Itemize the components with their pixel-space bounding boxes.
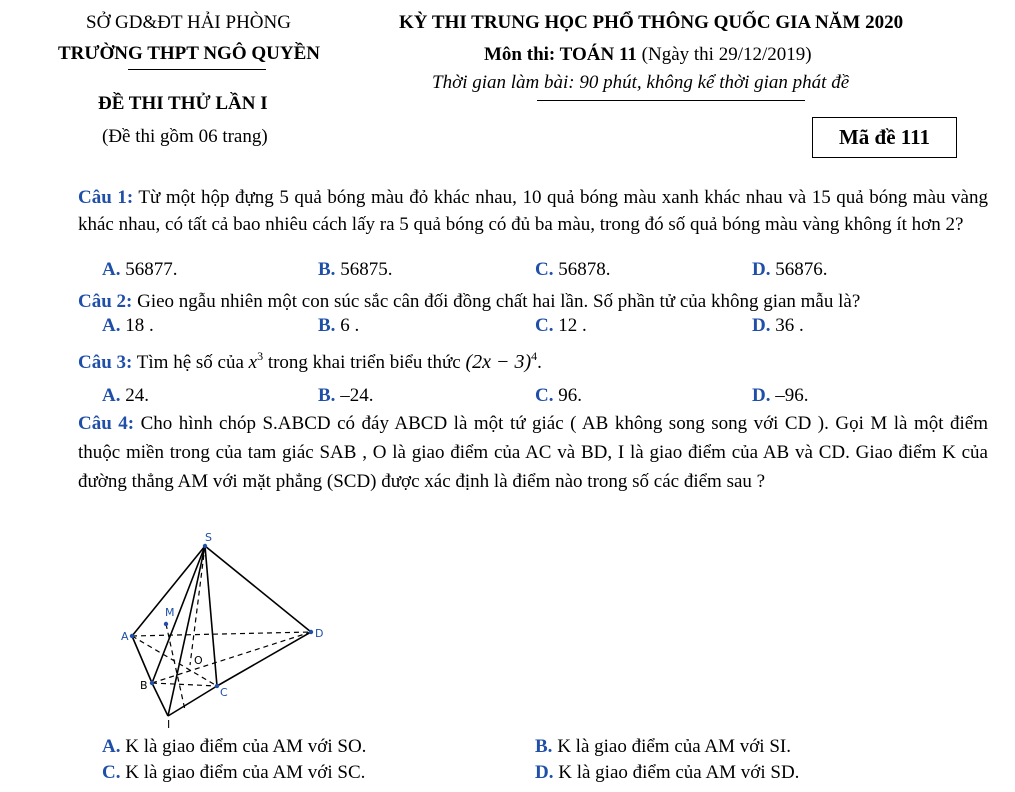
question-4 [78,409,988,496]
edge-ad [132,632,311,636]
binomial-expression: (2x − 3) [465,351,532,373]
page-count: (Đề thi gồm 06 trang) [102,126,268,147]
q3-option-a[interactable]: A. 24. [102,385,149,406]
question-1 [78,184,988,238]
edge-sa [132,546,205,636]
point-m [164,622,168,626]
question-1-label: Câu 1: [78,187,134,208]
point-d [309,630,313,634]
point-c [215,684,219,688]
q4-option-d[interactable]: D. K là giao điểm của AM với SD. [535,762,800,783]
time-allowed: Thời gian làm bài: 90 phút, không kể thời gian phát đề [432,72,850,93]
edge-ci [168,686,217,716]
q3-option-b[interactable]: B. –24. [318,385,374,406]
edge-si [168,546,205,716]
point-s [203,544,207,548]
label-i: I [167,718,171,730]
question-1-text: Từ một hộp đựng 5 quả bóng màu đỏ khác nhau, 10 quả bóng màu xanh khác nhau và 15 quả bóng màu vàng khác nhau, có tất cả bao nhiêu cách lấy ra 5 quả bóng có đủ ba màu, trong đó số quả bóng màu vàng không ít hơn 2? [78,187,988,235]
q3-option-c[interactable]: C. 96. [535,385,582,406]
department-name: SỞ GD&ĐT HẢI PHÒNG [86,12,291,33]
question-4-text: Cho hình chóp S.ABCD có đáy ABCD là một tứ giác ( AB không song song với CD ). Gọi M là một điểm thuộc miền trong của tam giác SAB , O là giao điểm của AC và BD, I là giao điểm của AB và CD. Giao điểm K của đường thẳng AM với mặt phẳng (SCD) được xác định là điểm nào trong số các điểm sau ? [78,413,989,492]
point-a [130,634,134,638]
exam-code-box [812,117,957,158]
question-2-label: Câu 2: [78,291,133,312]
label-o: O [194,654,203,667]
label-d: D [315,627,324,640]
school-name: TRƯỜNG THPT NGÔ QUYỀN [58,43,320,64]
q2-option-c[interactable]: C. 12 . [535,315,587,336]
q2-option-b[interactable]: B. 6 . [318,315,360,336]
exam-title: KỲ THI TRUNG HỌC PHỔ THÔNG QUỐC GIA NĂM 2020 [399,12,904,33]
subject-label: Môn thi: TOÁN 11 [484,44,637,65]
question-2 [78,288,988,315]
q1-option-b[interactable]: B. 56875. [318,259,393,280]
subject-line [484,44,812,66]
exam-code: Mã đề 111 [838,125,930,149]
question-4-label: Câu 4: [78,413,135,434]
q2-option-a[interactable]: A. 18 . [102,315,154,336]
point-b [150,681,154,685]
q1-option-a[interactable]: A. 56877. [102,259,178,280]
question-3: Câu 3: Tìm hệ số của $x^3$ trong khai triển biểu thức $(2x - 3)^4$. [78,349,542,373]
school-underline [128,69,266,70]
edge-bi [152,683,168,716]
label-b: B [140,679,148,692]
subject-date: (Ngày thi 29/12/2019) [636,44,812,65]
edge-sd [205,546,311,632]
edge-ab [132,636,152,683]
q1-option-d[interactable]: D. 56876. [752,259,828,280]
q2-option-d[interactable]: D. 36 . [752,315,804,336]
question-2-text: Gieo ngẫu nhiên một con súc sắc cân đối đồng chất hai lần. Số phần tử của không gian mẫu là? [132,291,861,312]
q1-option-c[interactable]: C. 56878. [535,259,611,280]
label-m: M [165,606,175,619]
label-s: S [205,531,212,544]
label-c: C [220,686,228,699]
time-underline [537,100,805,101]
question-3-label: Câu 3: [78,352,133,373]
q4-option-b[interactable]: B. K là giao điểm của AM với SI. [535,736,791,757]
exam-kind: ĐỀ THI THỬ LẦN I [98,93,268,114]
q4-option-c[interactable]: C. K là giao điểm của AM với SC. [102,762,366,783]
q4-option-a[interactable]: A. K là giao điểm của AM với SO. [102,736,367,757]
segment-am [166,624,185,710]
q3-option-d[interactable]: D. –96. [752,385,809,406]
edge-bc [152,683,217,686]
diagonal-bd [152,632,311,683]
label-a: A [121,630,129,643]
edge-cd [217,632,311,686]
pyramid-figure [110,525,335,730]
